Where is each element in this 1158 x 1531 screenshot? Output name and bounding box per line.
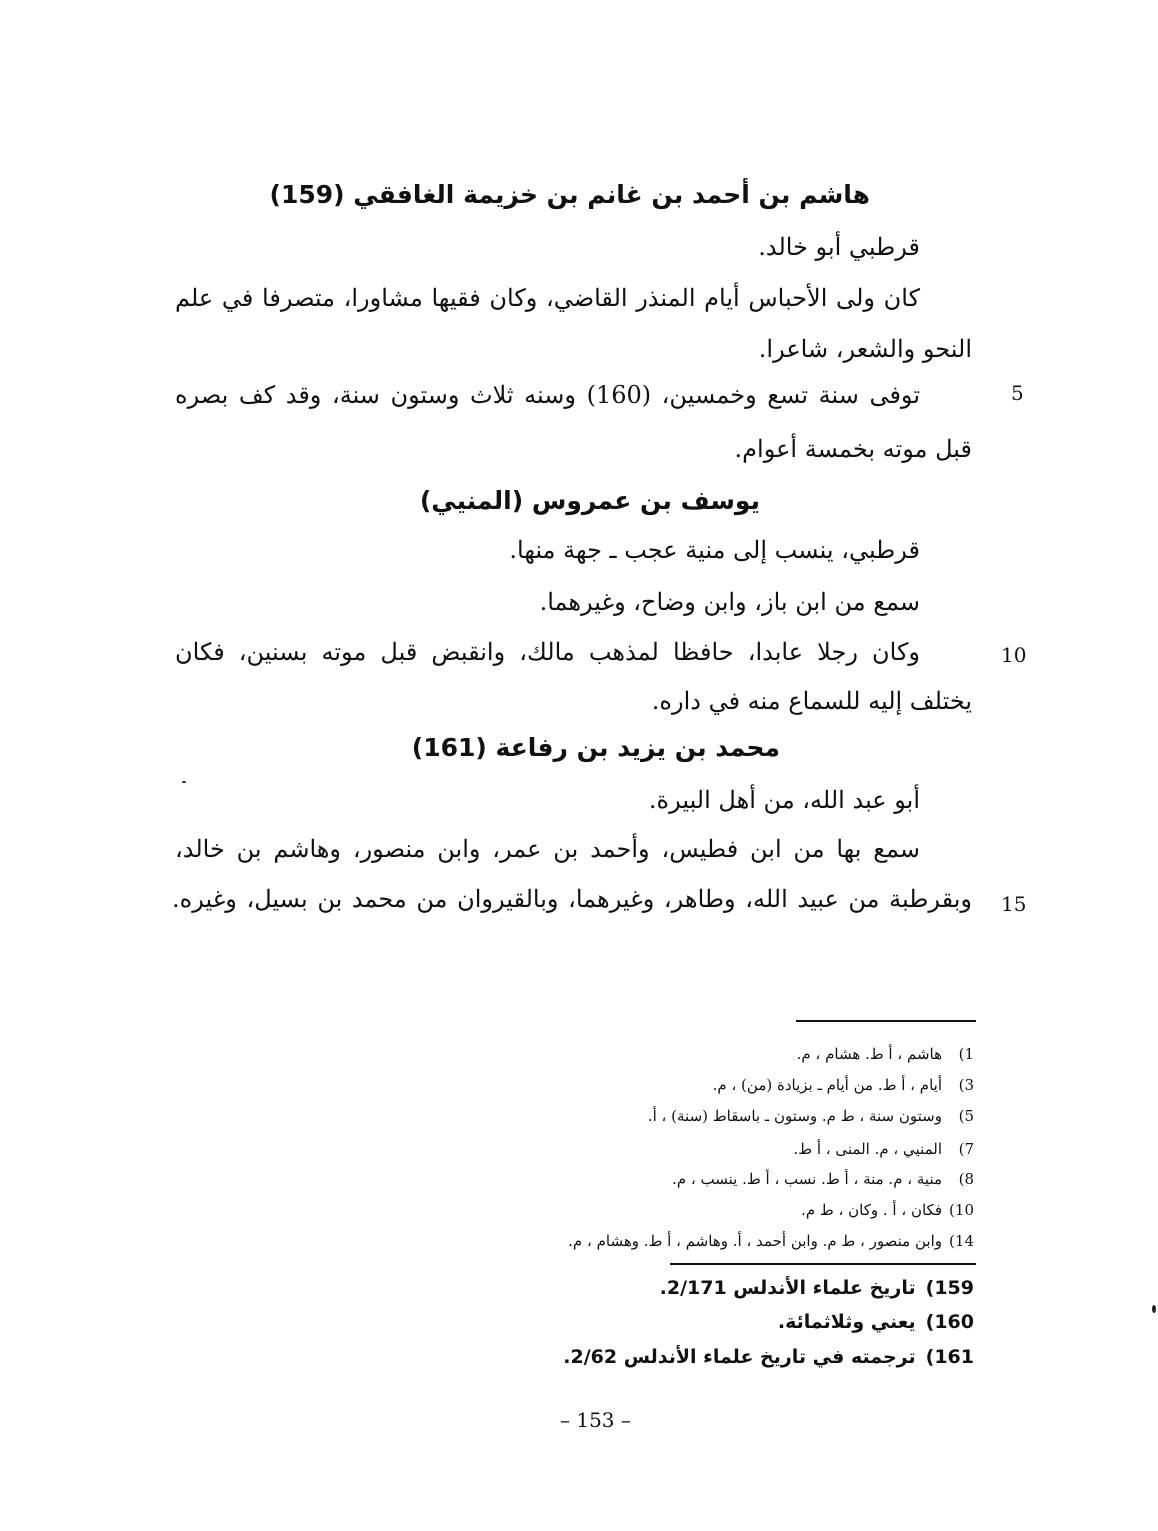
- apparatus-rule: [796, 1020, 976, 1022]
- line-number: 10: [1001, 643, 1027, 667]
- variant-note: 8)منية ، م. منة ، أ ط. نسب ، أ ط. ينسب ، م.: [672, 1170, 974, 1188]
- entry-heading-muhammad: محمد بن يزيد بن رفاعة (161): [411, 733, 780, 762]
- page-number: – 153 –: [560, 1408, 631, 1432]
- scan-speck: [1152, 1305, 1156, 1313]
- variant-note: 14)وابن منصور ، ط م. وابن أحمد ، أ. وهاشم ، أ ط. وهشام ، م.: [568, 1232, 974, 1250]
- entry-line: وكان رجلا عابدا، حافظا لمذهب مالك، وانقبض قبل موته بسنين، فكان: [175, 638, 920, 666]
- entry-line: قرطبي أبو خالد.: [758, 233, 920, 261]
- entry-line: توفى سنة تسع وخمسين، (160) وسنه ثلاث وستون سنة، وقد كف بصره: [175, 381, 921, 409]
- source-note: 161)ترجمته في تاريخ علماء الأندلس 2/62.: [563, 1346, 974, 1368]
- entry-line: سمع من ابن باز، وابن وضاح، وغيرهما.: [539, 588, 920, 616]
- entry-line: كان ولى الأحباس أيام المنذر القاضي، وكان فقيها مشاورا، متصرفا في علم: [175, 284, 920, 312]
- entry-line: يختلف إليه للسماع منه في داره.: [651, 687, 972, 715]
- variant-note: 5)وستون سنة ، ط م. وستون ـ باسقاط (سنة) ، أ.: [647, 1107, 974, 1125]
- variant-note: 1)هاشم ، أ ط. هشام ، م.: [796, 1045, 974, 1063]
- entry-line: وبقرطبة من عبيد الله، وطاهر، وغيرهما، وبالقيروان من محمد بن بسيل، وغيره.: [172, 885, 972, 913]
- entry-line: أبو عبد الله، من أهل البيرة.: [648, 786, 920, 814]
- entry-heading-hashim: هاشم بن أحمد بن غانم بن خزيمة الغافقي (159): [269, 180, 870, 209]
- sources-rule: [670, 1263, 976, 1265]
- scan-speck: [182, 781, 186, 783]
- entry-line: سمع بها من ابن فطيس، وأحمد بن عمر، وابن منصور، وهاشم بن خالد،: [175, 835, 920, 863]
- entry-line: النحو والشعر، شاعرا.: [758, 335, 972, 363]
- line-number: 15: [1001, 892, 1027, 916]
- variant-note: 7)المنيي ، م. المنى ، أ ط.: [793, 1140, 974, 1158]
- line-number: 5: [1011, 381, 1024, 405]
- entry-line: قرطبي، ينسب إلى منية عجب ـ جهة منها.: [509, 536, 920, 564]
- variant-note: 3)أيام ، أ ط. من أيام ـ بزيادة (من) ، م.: [712, 1076, 974, 1094]
- entry-line: قبل موته بخمسة أعوام.: [734, 435, 972, 463]
- entry-heading-yusuf: يوسف بن عمروس (المنيي): [419, 486, 760, 515]
- source-note: 160)يعني وثلاثمائة.: [777, 1311, 974, 1333]
- source-note: 159)تاريخ علماء الأندلس 2/171.: [659, 1277, 974, 1299]
- variant-note: 10)فكان ، أ . وكان ، ط م.: [801, 1201, 974, 1219]
